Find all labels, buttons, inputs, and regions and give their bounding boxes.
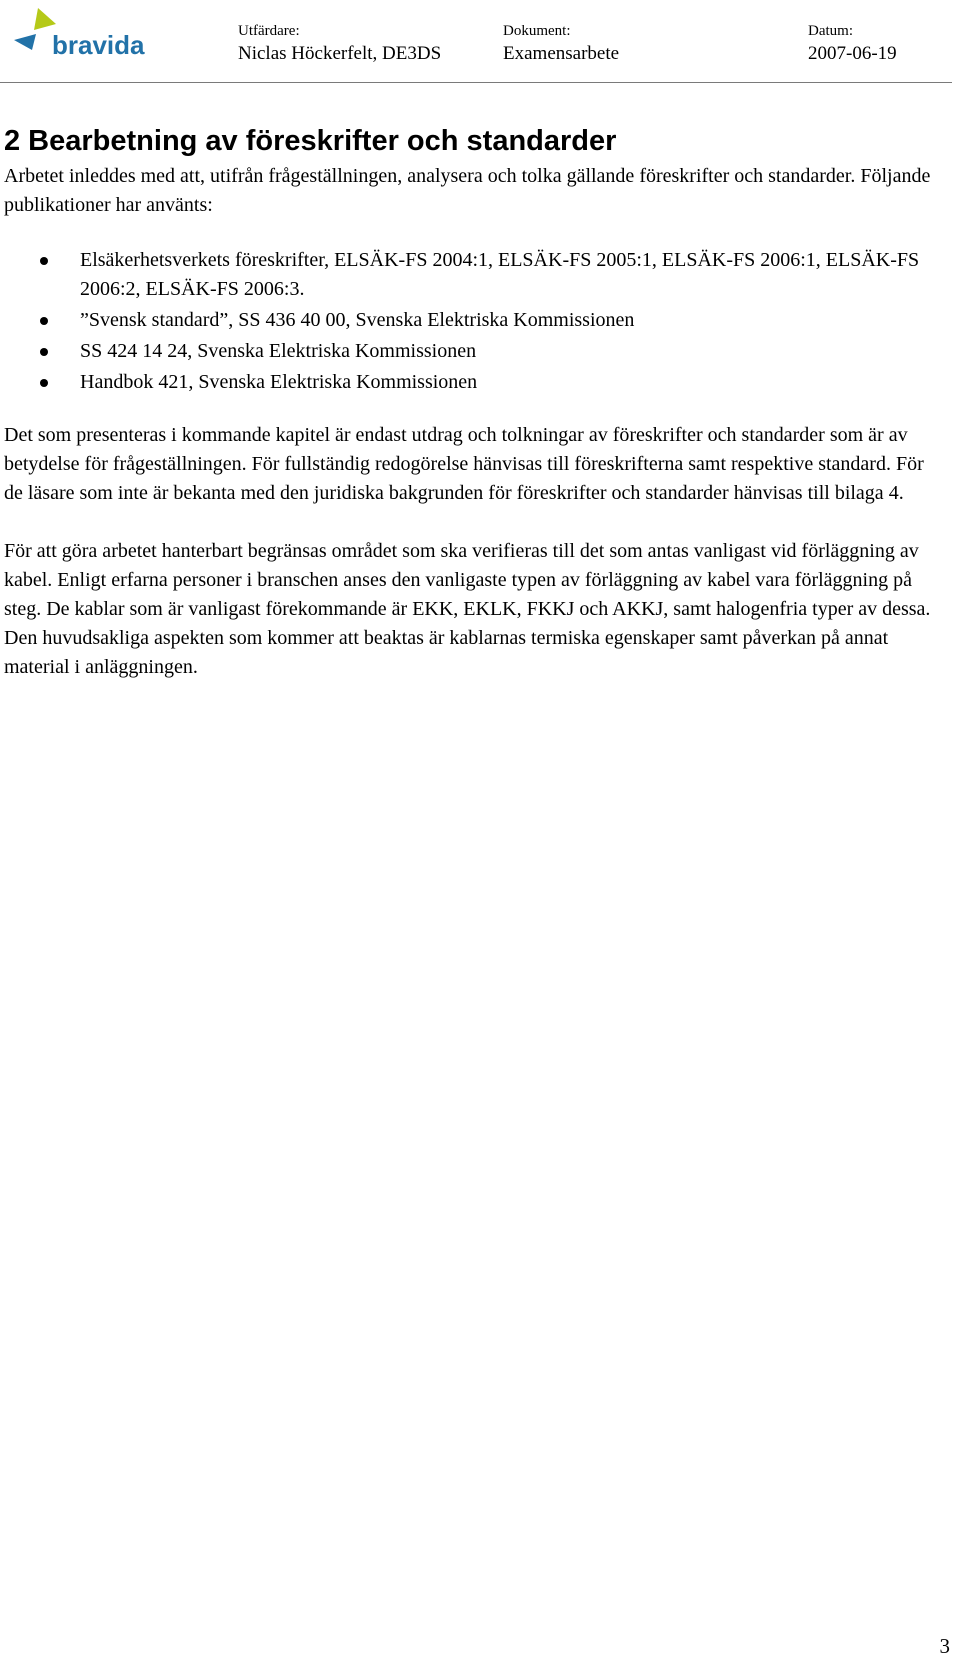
intro-paragraph: Arbetet inleddes med att, utifrån frågeställningen, analysera och tolka gällande föreskrifter och standarder. Följande publikationer har använts: [4, 165, 931, 216]
issuer-column [238, 22, 441, 66]
list-item-text: SS 424 14 24, Svenska Elektriska Kommissionen [80, 340, 477, 362]
page-header [0, 0, 952, 83]
date-column [808, 22, 897, 66]
list-item-text: Elsäkerhetsverkets föreskrifter, ELSÄK-FS 2004:1, ELSÄK-FS 2005:1, ELSÄK-FS 2006:1, ELSÄK-FS 2006:2, ELSÄK-FS 2006:3. [80, 249, 920, 300]
body-paragraph: Det som presenteras i kommande kapitel är endast utdrag och tolkningar av föreskrifter och standarder som är av betydelse för frågeställningen. För fullständig redogörelse hänvisas till föreskrifterna samt respektive standard. För de läsare som inte är bekanta med den juridiska bakgrunden för föreskrifter och standarder hänvisas till bilaga 4. [4, 424, 924, 504]
body-paragraph: För att göra arbetet hanterbart begränsas området som ska verifieras till det som antas vanligast vid förläggning av kabel. Enligt erfarna personer i branschen anses den vanligaste typen av förläggning av kabel vara förläggning på steg. De kablar som är vanligast förekommande är EKK, EKLK, FKKJ och AKKJ, samt halogenfria typer av dessa. Den huvudsakliga aspekten som kommer att beaktas är kablarnas termiska egenskaper samt påverkan på annat material i anläggningen. [4, 540, 931, 678]
bullet-icon [40, 348, 48, 356]
document-column [503, 22, 619, 66]
issuer-label: Utfärdare: [238, 23, 300, 39]
document-label: Dokument: [503, 23, 571, 39]
section-title: 2 Bearbetning av föreskrifter och standarder [4, 125, 617, 157]
list-item-text: Handbok 421, Svenska Elektriska Kommissionen [80, 371, 478, 393]
list-item [4, 246, 944, 304]
page-number: 3 [939, 1634, 950, 1658]
document-value: Examensarbete [503, 43, 620, 64]
date-label: Datum: [808, 23, 853, 39]
list-item-text: ”Svensk standard”, SS 436 40 00, Svenska Elektriska Kommissionen [80, 309, 635, 331]
issuer-value: Niclas Höckerfelt, DE3DS [238, 43, 442, 64]
logo-text: bravida [52, 30, 145, 60]
bullet-icon [40, 317, 48, 325]
list-item [4, 306, 944, 335]
bullet-icon [40, 379, 48, 387]
page-content [4, 124, 944, 682]
publication-list [4, 246, 944, 397]
list-item [4, 337, 944, 366]
list-item [4, 368, 944, 397]
bravida-logo [8, 4, 148, 64]
bullet-icon [40, 257, 48, 265]
date-value: 2007-06-19 [808, 43, 897, 64]
